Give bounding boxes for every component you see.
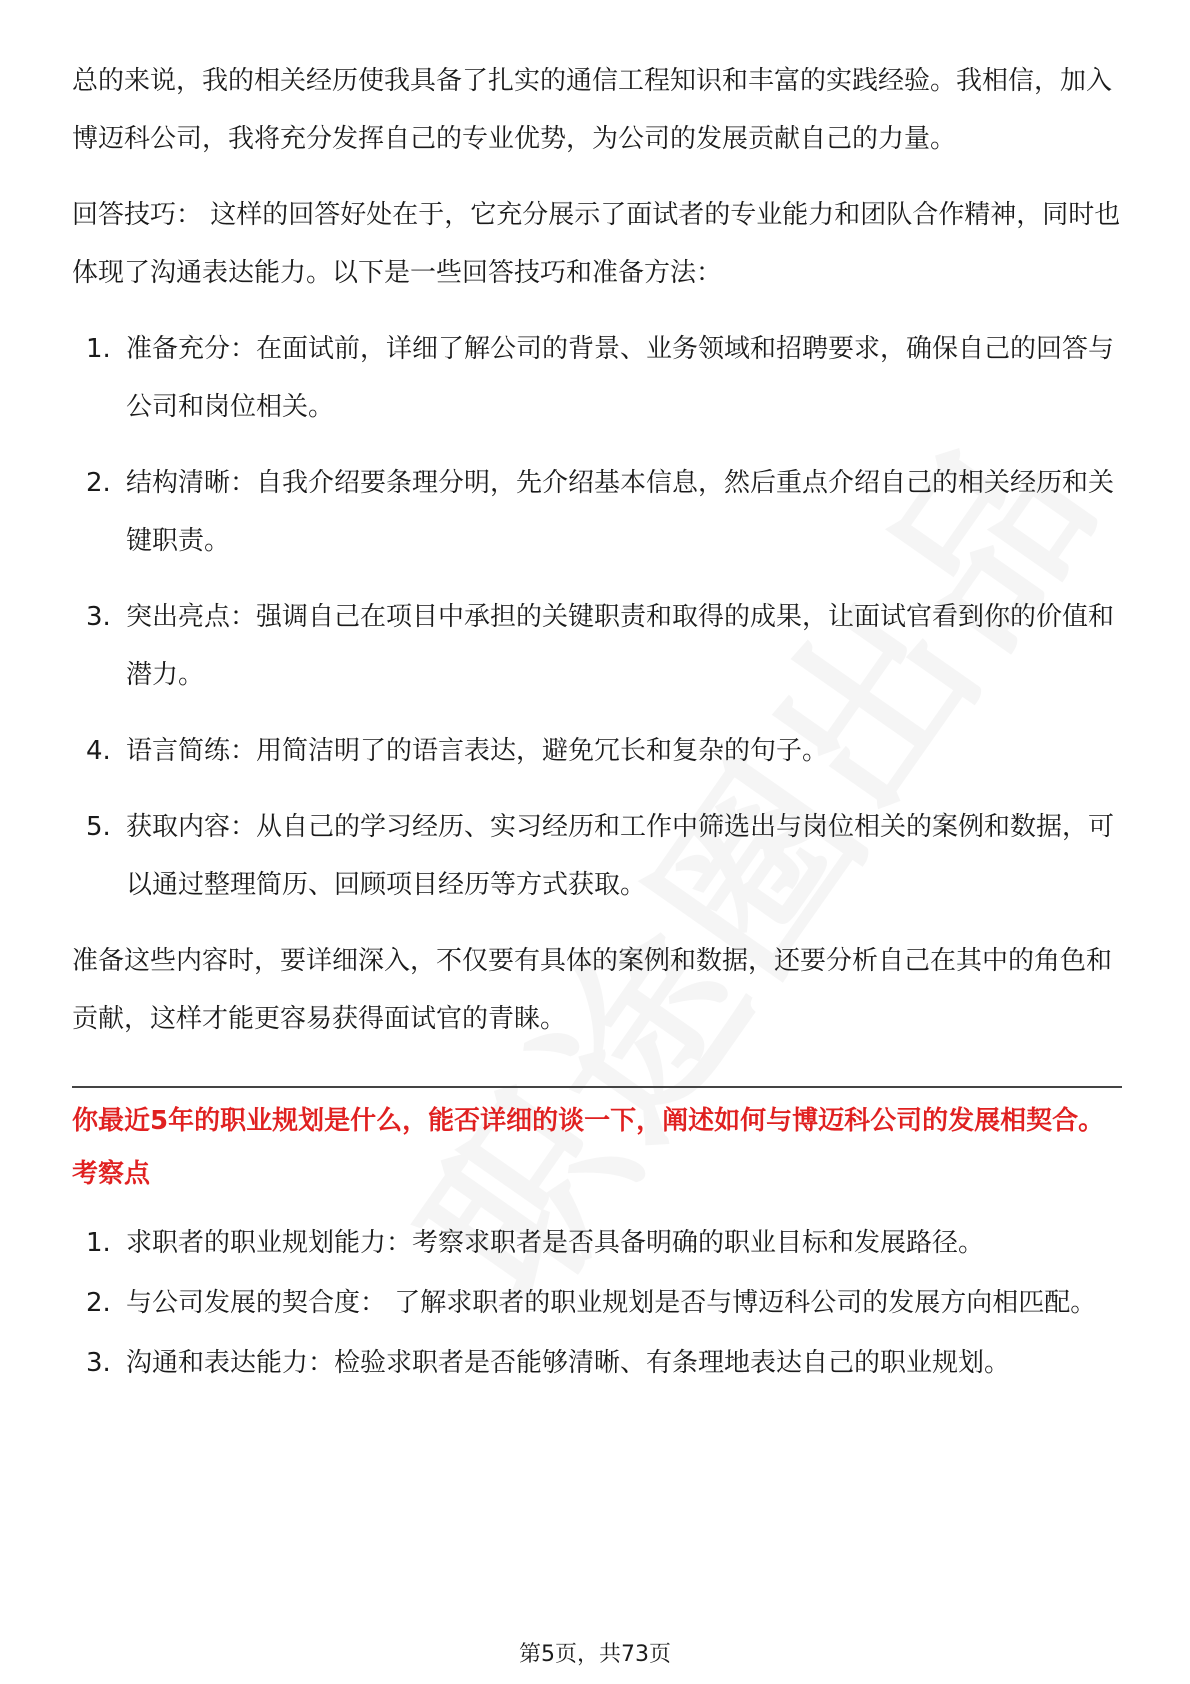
list-item-text: 与公司发展的契合度： 了解求职者的职业规划是否与博迈科公司的发展方向相匹配。	[126, 1288, 1097, 1318]
tips-intro-paragraph: 回答技巧： 这样的回答好处在于，它充分展示了面试者的专业能力和团队合作精神，同时也体现了沟通表达能力。以下是一些回答技巧和准备方法：	[72, 200, 1121, 288]
list-item-text: 语言简练：用简洁明了的语言表达，避免冗长和复杂的句子。	[126, 736, 829, 766]
list-item	[72, 588, 1122, 704]
list-item-text: 结构清晰：自我介绍要条理分明，先介绍基本信息，然后重点介绍自己的相关经历和关键职责。	[126, 468, 1115, 556]
list-number: 5.	[86, 812, 111, 842]
list-item-text: 突出亮点：强调自己在项目中承担的关键职责和取得的成果，让面试官看到你的价值和潜力。	[126, 602, 1115, 690]
list-number: 2.	[86, 468, 111, 498]
list-item-text: 获取内容：从自己的学习经历、实习经历和工作中筛选出与岗位相关的案例和数据，可以通过整理简历、回顾项目经历等方式获取。	[126, 812, 1115, 900]
list-item	[72, 454, 1122, 570]
list-item	[72, 1334, 1122, 1392]
list-number: 4.	[86, 736, 111, 766]
list-item-text: 准备充分：在面试前，详细了解公司的背景、业务领域和招聘要求，确保自己的回答与公司和岗位相关。	[126, 334, 1115, 422]
section-heading: 考察点	[72, 1159, 151, 1189]
list-item	[72, 1214, 1122, 1272]
list-item	[72, 798, 1122, 914]
list-number: 3.	[86, 1348, 111, 1378]
list-number: 3.	[86, 602, 111, 632]
closing-paragraph: 准备这些内容时，要详细深入，不仅要有具体的案例和数据，还要分析自己在其中的角色和贡献，这样才能更容易获得面试官的青睐。	[72, 946, 1113, 1034]
list-item-text: 求职者的职业规划能力：考察求职者是否具备明确的职业目标和发展路径。	[126, 1228, 985, 1258]
list-item-text: 沟通和表达能力：检验求职者是否能够清晰、有条理地表达自己的职业规划。	[126, 1348, 1011, 1378]
list-item	[72, 1274, 1122, 1332]
list-item	[72, 722, 1122, 780]
list-number: 2.	[86, 1288, 111, 1318]
document-body	[72, 52, 1122, 1392]
page-footer: 第5页，共73页	[519, 1642, 671, 1667]
points-list	[72, 1214, 1122, 1392]
intro-paragraph: 总的来说，我的相关经历使我具备了扎实的通信工程知识和丰富的实践经验。我相信，加入博迈科公司，我将充分发挥自己的专业优势，为公司的发展贡献自己的力量。	[72, 66, 1113, 154]
question-heading: 你最近5年的职业规划是什么，能否详细的谈一下，阐述如何与博迈科公司的发展相契合。	[72, 1106, 1105, 1136]
list-number: 1.	[86, 1228, 111, 1258]
list-number: 1.	[86, 334, 111, 364]
tips-list	[72, 320, 1122, 914]
list-item	[72, 320, 1122, 436]
